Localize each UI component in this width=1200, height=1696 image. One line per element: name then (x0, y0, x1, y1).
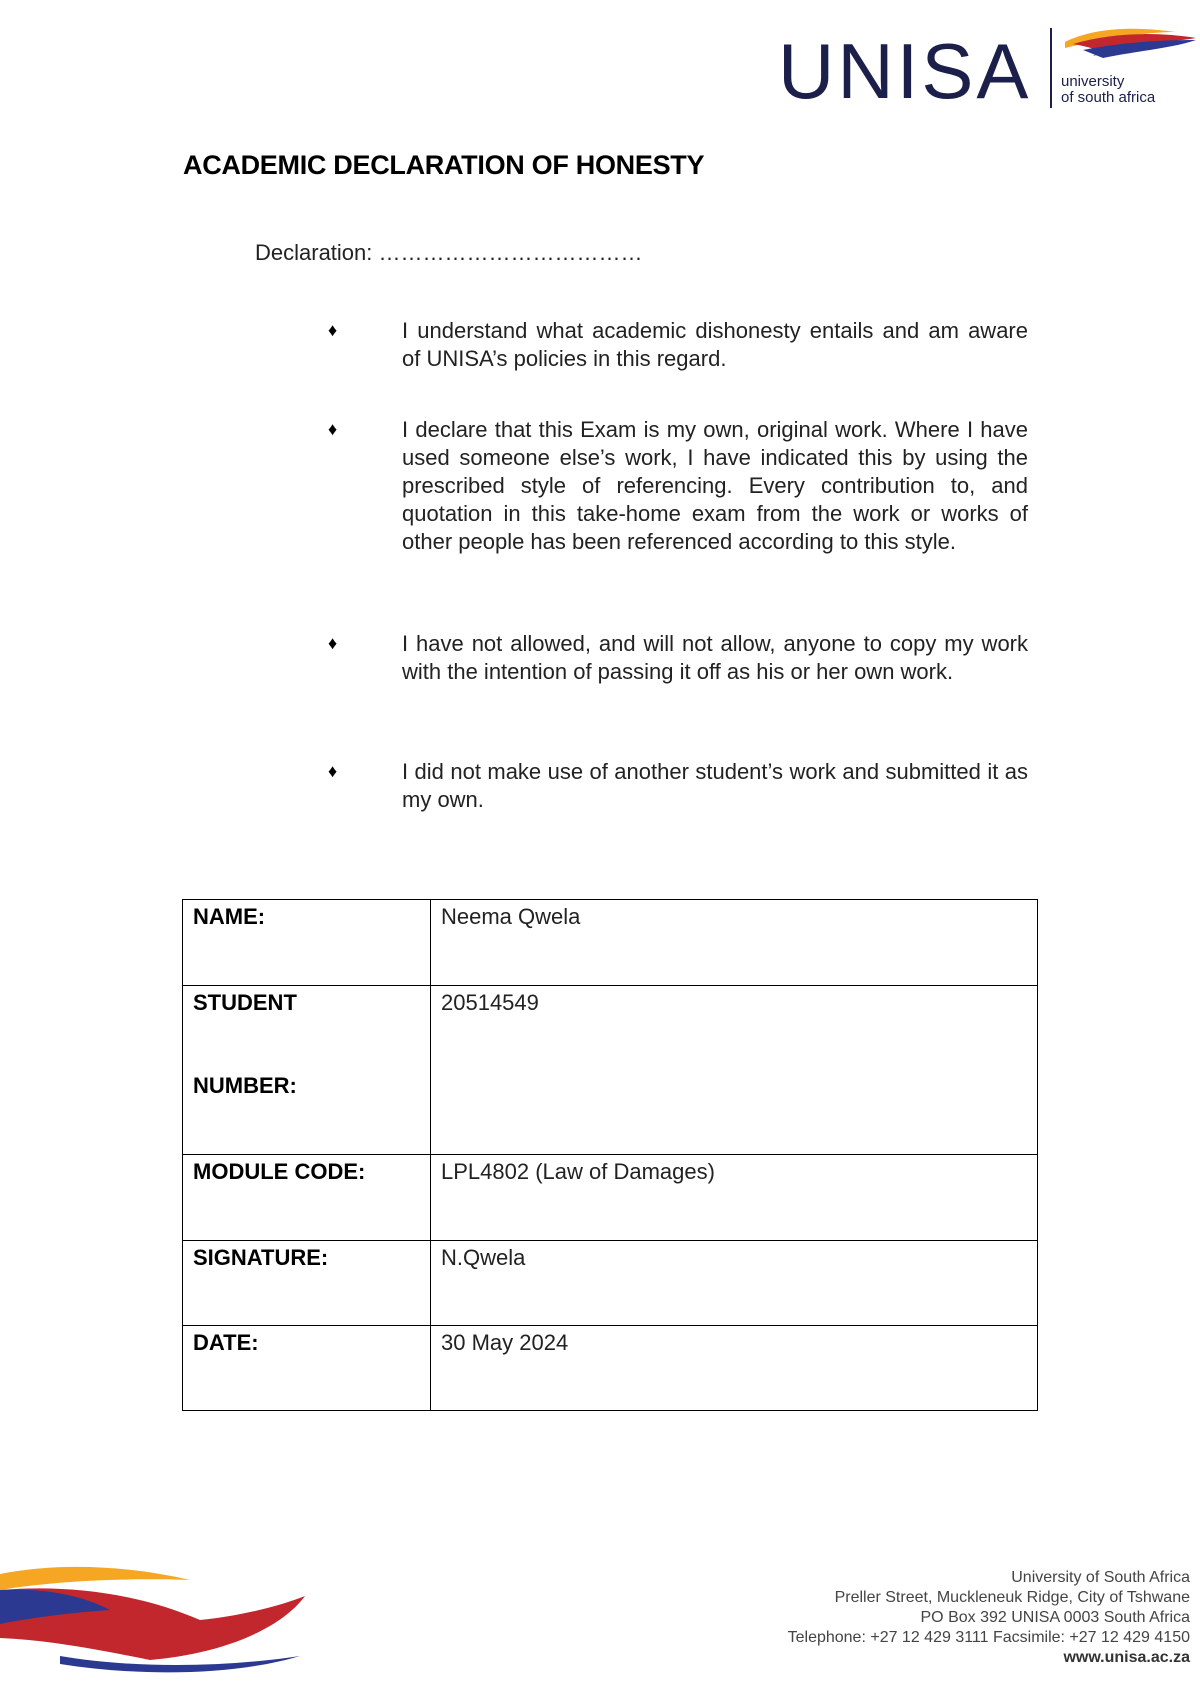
name-label: NAME: (183, 900, 431, 986)
table-row (183, 1241, 1038, 1326)
date-label: DATE: (183, 1326, 431, 1411)
logo-subtitle (1061, 74, 1155, 106)
signature-value: N.Qwela (431, 1241, 1038, 1326)
footer-address (690, 1568, 1190, 1668)
student-label-line2: NUMBER: (193, 1073, 297, 1098)
bullet-icon: ♦ (328, 320, 338, 340)
bullet-icon: ♦ (328, 633, 338, 653)
footer-line: Telephone: +27 12 429 3111 Facsimile: +27 12 429 4150 (787, 1629, 1190, 1646)
logo-divider (1050, 28, 1052, 108)
footer-line: PO Box 392 UNISA 0003 South Africa (920, 1609, 1190, 1626)
statement-1: I understand what academic dishonesty entails and am aware of UNISA’s policies in this regard. (402, 318, 1028, 371)
logo-sub-line1: university (1061, 73, 1125, 90)
student-number-value: 20514549 (431, 986, 1038, 1155)
logo-sub-line2: of south africa (1061, 89, 1156, 106)
student-label-line1: STUDENT (193, 990, 297, 1015)
student-info-table (182, 899, 1038, 1411)
footer-line: University of South Africa (1011, 1569, 1190, 1586)
bullet-icon: ♦ (328, 419, 338, 439)
footer-swoosh-icon (0, 1560, 310, 1680)
table-row (183, 1326, 1038, 1411)
table-row (183, 986, 1038, 1155)
logo-wordmark: UNISA (778, 27, 1032, 115)
table-row (183, 900, 1038, 986)
declaration-line: Declaration: ……………………………… (255, 240, 643, 265)
unisa-logo (778, 26, 1198, 115)
table-row (183, 1155, 1038, 1241)
name-value: Neema Qwela (431, 900, 1038, 986)
student-number-label (183, 986, 431, 1155)
logo-flag-icon (1063, 26, 1198, 60)
date-value: 30 May 2024 (431, 1326, 1038, 1411)
page-title: ACADEMIC DECLARATION OF HONESTY (183, 150, 705, 180)
statement-4: I did not make use of another student’s work and submitted it as my own. (402, 759, 1028, 812)
module-code-value: LPL4802 (Law of Damages) (431, 1155, 1038, 1241)
footer-line: Preller Street, Muckleneuk Ridge, City of Tshwane (834, 1589, 1190, 1606)
footer-website-link[interactable]: www.unisa.ac.za (1063, 1649, 1190, 1666)
statement-2: I declare that this Exam is my own, original work. Where I have used someone else’s work, I have indicated this by using the prescribed style of referencing. Every contribution to, and quotation in this take-home exam from the work or works of other people has been referenced according to this style. (402, 417, 1028, 554)
bullet-icon: ♦ (328, 761, 338, 781)
signature-label: SIGNATURE: (183, 1241, 431, 1326)
statement-3: I have not allowed, and will not allow, anyone to copy my work with the intention of passing it off as his or her own work. (402, 631, 1028, 684)
module-code-label: MODULE CODE: (183, 1155, 431, 1241)
